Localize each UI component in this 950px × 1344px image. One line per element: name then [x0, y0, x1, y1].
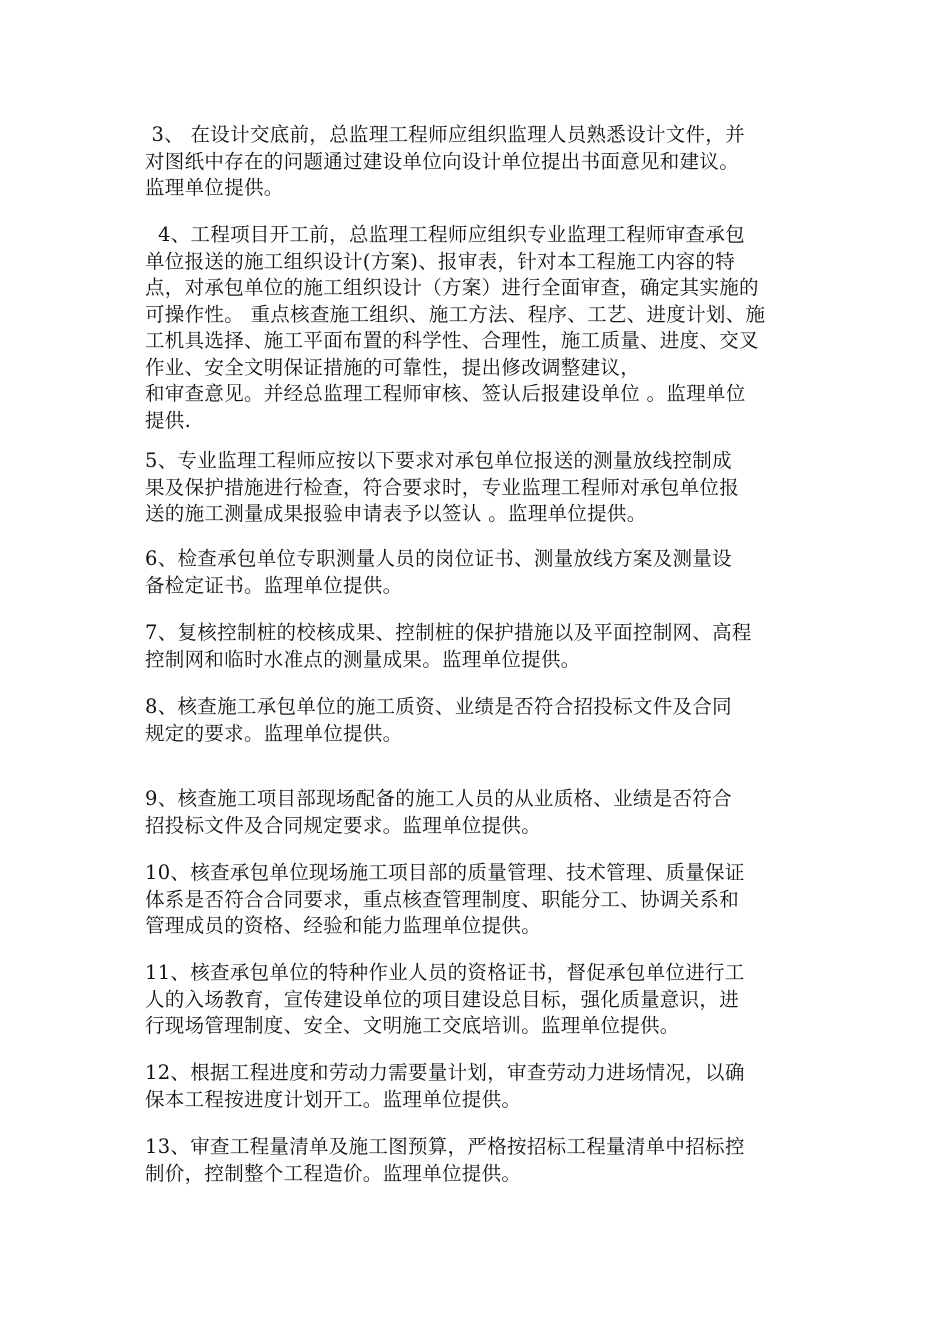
text-line: 送的施工测量成果报验申请表予以签认 。监理单位提供。 — [145, 502, 647, 525]
text-line: 果及保护措施进行检查，符合要求时，专业监理工程师对承包单位报 — [145, 475, 740, 499]
paragraph-item-8 — [145, 694, 810, 747]
text-line: 规定的要求。监理单位提供。 — [145, 721, 403, 745]
text-line: 5、专业监理工程师应按以下要求对承包单位报送的测量放线控制成 — [145, 449, 732, 472]
text-line: 管理成员的资格、经验和能力监理单位提供。 — [145, 914, 542, 937]
text-line: 11、核查承包单位的特种作业人员的资格证书，督促承包单位进行工 — [145, 961, 745, 984]
paragraph-item-9 — [145, 786, 810, 839]
paragraph-item-6 — [145, 546, 810, 599]
paragraph-item-4 — [145, 222, 810, 434]
text-line: 人的入场教育，宣传建设单位的项目建设总目标，强化质量意识，进 — [145, 987, 740, 1011]
text-line: 备检定证书。监理单位提供。 — [145, 573, 403, 597]
paragraph-item-11 — [145, 960, 810, 1040]
paragraph-item-10 — [145, 860, 810, 940]
text-line: 对图纸中存在的问题通过建设单位向设计单位提出书面意见和建议。 — [145, 149, 740, 173]
text-line: 制价，控制整个工程造价。监理单位提供。 — [145, 1161, 522, 1185]
text-line: 和审查意见。并经总监理工程师审核、签认后报建设单位 。监理单位 — [145, 382, 746, 405]
text-line: 4、工程项目开工前，总监理工程师应组织专业监理工程师审查承包 — [145, 223, 745, 246]
text-line: 招投标文件及合同规定要求。监理单位提供。 — [145, 813, 542, 837]
text-line: 13、审查工程量清单及施工图预算，严格按招标工程量清单中招标控 — [145, 1135, 745, 1158]
text-line: 提供. — [145, 408, 192, 432]
text-line: 控制网和临时水准点的测量成果。监理单位提供。 — [145, 647, 581, 671]
text-line: 行现场管理制度、安全、文明施工交底培训。监理单位提供。 — [145, 1014, 680, 1037]
text-line: 保本工程按进度计划开工。监理单位提供。 — [145, 1087, 522, 1111]
paragraph-item-7 — [145, 620, 810, 673]
text-line: 9、核查施工项目部现场配备的施工人员的从业质格、业绩是否符合 — [145, 787, 732, 810]
paragraph-item-12 — [145, 1060, 810, 1113]
text-line: 7、复核控制桩的校核成果、控制桩的保护措施以及平面控制网、高程 — [145, 621, 752, 644]
text-line: 8、核查施工承包单位的施工质资、业绩是否符合招投标文件及合同 — [145, 695, 732, 718]
text-line: 体系是否符合合同要求，重点核查管理制度、职能分工、协调关系和 — [145, 887, 740, 911]
text-line: 10、核查承包单位现场施工项目部的质量管理、技术管理、质量保证 — [145, 861, 745, 884]
text-line: 作业、安全文明保证措施的可靠性，提出修改调整建议， — [145, 355, 641, 379]
text-line: 6、检查承包单位专职测量人员的岗位证书、测量放线方案及测量设 — [145, 547, 732, 570]
paragraph-item-5 — [145, 448, 810, 528]
text-line: 单位报送的施工组织设计(方案)、报审表，针对本工程施工内容的特 — [145, 249, 736, 273]
text-line: 12、根据工程进度和劳动力需要量计划，审查劳动力进场情况，以确 — [145, 1061, 745, 1084]
text-line: 3、 在设计交底前，总监理工程师应组织监理人员熟悉设计文件，并 — [145, 123, 745, 146]
text-line: 监理单位提供。 — [145, 176, 284, 199]
paragraph-item-3 — [145, 122, 810, 202]
text-line: 工机具选择、施工平面布置的科学性、合理性，施工质量、进度、交叉 — [145, 329, 759, 352]
text-line: 点，对承包单位的施工组织设计（方案）进行全面审查，确定其实施的 — [145, 276, 759, 299]
paragraph-item-13 — [145, 1134, 810, 1187]
text-line: 可操作性。 重点核查施工组织、施工方法、程序、工艺、进度计划、施 — [145, 302, 766, 326]
